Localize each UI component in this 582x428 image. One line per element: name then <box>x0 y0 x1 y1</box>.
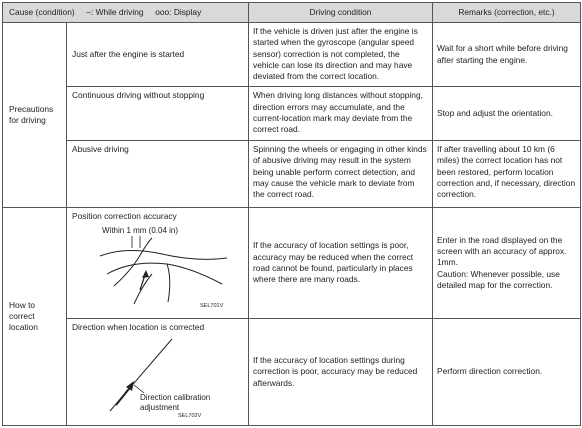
remarks-cell: Perform direction correction. <box>433 318 581 425</box>
precautions-table <box>2 2 581 426</box>
header-cause-label: Cause (condition) <box>9 6 75 17</box>
position-accuracy-figure <box>72 224 244 310</box>
figure-code: SEL701V <box>200 303 224 310</box>
map-road <box>134 274 152 304</box>
location-arrowhead <box>142 270 149 278</box>
category-correct-location: How to correct location <box>3 207 67 425</box>
map-road <box>100 251 227 260</box>
cause-label: Position correction accuracy <box>72 210 177 221</box>
cause-cell: Just after the engine is started <box>67 23 249 87</box>
header-remarks: Remarks (correction, etc.) <box>433 3 581 23</box>
cause-cell-figure <box>67 207 249 318</box>
table-row <box>3 318 581 425</box>
table-row <box>3 87 581 141</box>
map-road <box>167 264 170 302</box>
remarks-cell: Wait for a short while before driving after starting the engine. <box>433 23 581 87</box>
remarks-cell: Stop and adjust the orientation. <box>433 87 581 141</box>
figure-code: SEL702V <box>178 413 202 418</box>
condition-cell: Spinning the wheels or engaging in other kinds of abusive driving may result in the system being unable perform correct detection, and may cause the vehicle mark to deviate from the correct road. <box>249 141 433 208</box>
table-row <box>3 141 581 208</box>
condition-cell: If the accuracy of location settings is poor, accuracy may be reduced when the correct road cannot be found, particularly in places where there are many roads. <box>249 207 433 318</box>
category-precautions: Precautions for driving <box>3 23 67 208</box>
map-road <box>107 263 222 284</box>
header-cause <box>3 3 249 23</box>
header-legend-display: ooo: Display <box>155 6 202 17</box>
remarks-caution: Caution: Whenever possible, use detailed map for the correction. <box>437 268 560 290</box>
calibration-pointer <box>134 385 144 393</box>
figure-label-within: Within 1 mm (0.04 in) <box>102 226 179 236</box>
cause-label: Direction when location is corrected <box>72 321 205 332</box>
cause-cell: Continuous driving without stopping <box>67 87 249 141</box>
remarks-cell <box>433 207 581 318</box>
remarks-line: Enter in the road displayed on the screen with an accuracy of approx. 1mm. <box>437 234 567 268</box>
header-legend-while: –: While driving <box>86 6 144 17</box>
direction-correction-figure <box>72 335 244 417</box>
table-row <box>3 207 581 318</box>
map-road <box>114 238 152 286</box>
table-row <box>3 23 581 87</box>
header-condition: Driving condition <box>249 3 433 23</box>
cause-cell-figure <box>67 318 249 425</box>
condition-cell: If the accuracy of location settings during correction is poor, accuracy may be reduced afterwards. <box>249 318 433 425</box>
remarks-cell: If after travelling about 10 km (6 miles) the correct location has not been restored, perform location correction and, if necessary, direction correction. <box>433 141 581 208</box>
figure-label-direction: Direction calibration <box>140 393 211 403</box>
cause-cell: Abusive driving <box>67 141 249 208</box>
table-header-row <box>3 3 581 23</box>
condition-cell: When driving long distances without stopping, direction errors may accumulate, and the current-location mark may deviate from the correct road. <box>249 87 433 141</box>
condition-cell: If the vehicle is driven just after the engine is started when the gyroscope (angular speed sensor) correction is not completed, the vehicle can lose its direction and may have deviated from the correct location. <box>249 23 433 87</box>
figure-label-adjustment: adjustment <box>140 403 180 413</box>
